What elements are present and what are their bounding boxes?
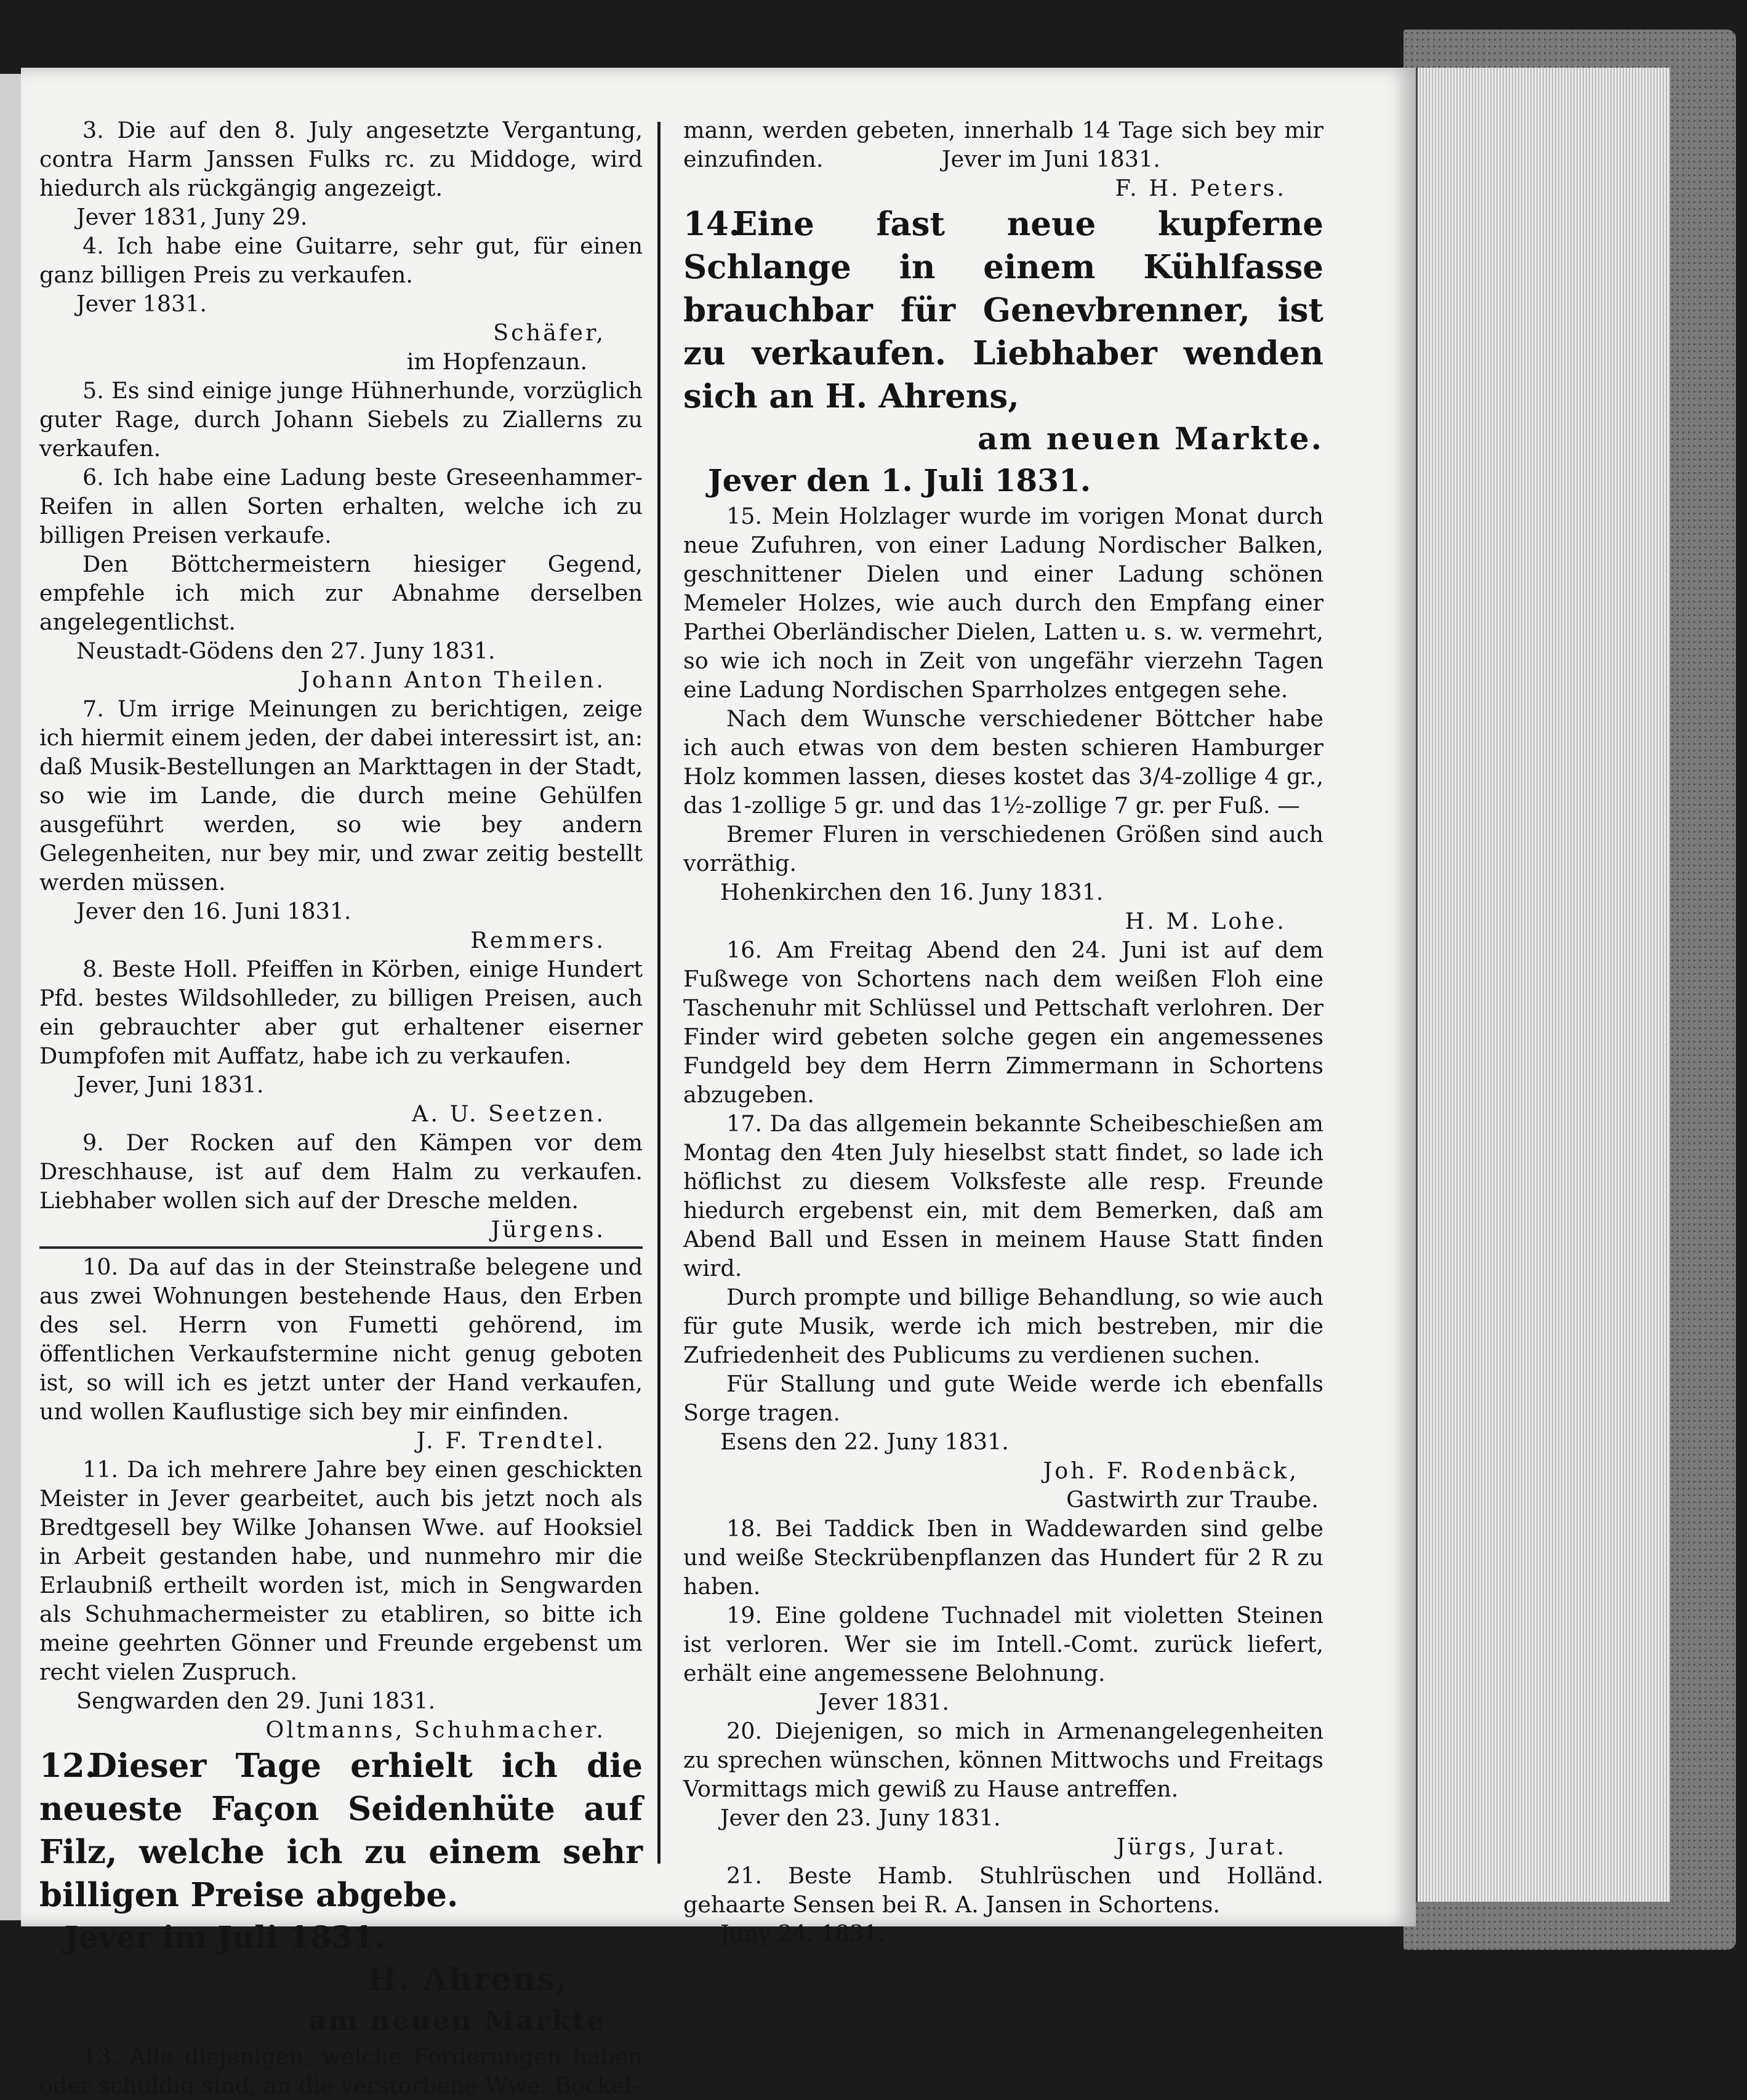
right-column — [683, 116, 1323, 1948]
ad-9-text: 9. Der Rocken auf den Kämpen vor dem Dreschhause, ist auf dem Halm zu verkaufen. Liebhaber wollen sich auf der Dresche melden. — [39, 1129, 643, 1214]
ad-9-signature: Jürgens. — [491, 1216, 606, 1243]
ad-12-signature: H. Ahrens, — [367, 1961, 569, 1997]
ad-6-text-2: Den Böttchermeistern hiesiger Gegend, empfehle ich mich zur Abnahme derselben angelegentlichst. — [39, 551, 643, 635]
ad-12-place: Jever im Juli 1831. — [64, 1919, 385, 1955]
ad-13-continued: mann, werden gebeten, innerhalb 14 Tage sich bey mir einzufinden. — [683, 117, 1323, 172]
ad-7-place: Jever den 16. Juni 1831. — [76, 898, 351, 924]
ad-20-signature: Jürgs, Jurat. — [1116, 1833, 1287, 1860]
ad-13-text: 13. Alle diejenigen, welche Forderungen haben oder schuldig sind, an die verstorbene Wwe. Bockel- — [39, 2043, 643, 2099]
ad-15-text-3: Bremer Fluren in verschiedenen Größen sind auch vorräthig. — [683, 821, 1323, 876]
ad-17-signature: Joh. F. Rodenbäck, — [1043, 1457, 1299, 1484]
ad-19-text: 19. Eine goldene Tuchnadel mit violetten Steinen ist verloren. Wer sie im Intell.-Comt. zurück liefert, erhält eine angemessene Belohnung. — [683, 1602, 1323, 1686]
ad-4-signature: Schäfer, — [493, 319, 606, 346]
ad-6-place: Neustadt-Gödens den 27. Juny 1831. — [76, 638, 496, 664]
ad-18-text: 18. Bei Taddick Iben in Waddewarden sind gelbe und weiße Steckrübenpflanzen das Hundert für 2 R zu haben. — [683, 1515, 1323, 1600]
ad-17-place: Esens den 22. Juny 1831. — [720, 1429, 1009, 1455]
ad-8-place: Jever, Juni 1831. — [76, 1072, 264, 1098]
ad-8-text: 8. Beste Holl. Pfeiffen in Körben, einige Hundert Pfd. bestes Wildsohlleder, zu billigen Preisen, auch ein gebrauchter aber gut erhaltener eiserner Dumpfofen mit Auffatz, habe ich zu verkaufen. — [39, 956, 643, 1069]
ad-21-place: Juny 24. 1831. — [720, 1920, 886, 1947]
ad-13-place: Jever im Juni 1831. — [942, 146, 1160, 172]
ad-6-text: 6. Ich habe eine Ladung beste Greseenhammer-Reifen in allen Sorten erhalten, welche ich zu billigen Preisen verkaufe. — [39, 464, 643, 548]
ad-3-text: 3. Die auf den 8. July angesetzte Vergantung, contra Harm Janssen Fulks rc. zu Middoge, wird hiedurch als rückgängig angezeigt. — [39, 117, 643, 201]
ad-12-text — [39, 1744, 643, 1917]
ad-15-text-2: Nach dem Wunsche verschiedener Böttcher habe ich auch etwas von dem besten schieren Hamburger Holz kommen lassen, dieses kostet das 3/4-zollige 4 gr., das 1-zollige 5 gr. und das 1½-zollige 7 gr. per Fuß. — — [683, 705, 1323, 819]
ad-13-signature: F. H. Peters. — [1115, 175, 1287, 201]
ad-12-signature-address: am neuen Markte — [309, 2005, 606, 2037]
ad-4-signature-address: im Hopfenzaun. — [406, 348, 587, 375]
column-rule — [657, 122, 661, 1864]
ad-17-signature-title: Gastwirth zur Traube. — [1066, 1486, 1319, 1513]
ad-14-body: Eine fast neue kupferne Schlange in einem Kühlfasse brauchbar für Genevbrenner, ist zu verkaufen. Liebhaber wenden sich an H. Ahrens, — [683, 205, 1323, 415]
ad-4-text: 4. Ich habe eine Guitarre, sehr gut, für einen ganz billigen Preis zu verkaufen. — [39, 233, 643, 288]
ad-17-text-2: Durch prompte und billige Behandlung, so wie auch für gute Musik, werde ich mich bestreben, mir die Zufriedenheit des Publicums zu verdienen suchen. — [683, 1284, 1323, 1368]
ad-19-place: Jever 1831. — [819, 1689, 949, 1715]
ad-7-signature: Remmers. — [470, 927, 606, 953]
ad-11-text: 11. Da ich mehrere Jahre bey einen geschickten Meister in Jever gearbeitet, auch bis jetzt noch als Bredtgesell bey Wilke Johansen Wwe. auf Hooksiel in Arbeit gestanden habe, und nunmehro mir die Erlaubniß ertheilt worden ist, mich in Sengwarden als Schuhmachermeister zu etabliren, so bitte ich meine geehrten Gönner und Freunde ergebenst um recht vielen Zuspruch. — [39, 1456, 643, 1685]
ad-10-text: 10. Da auf das in der Steinstraße belegene und aus zwei Wohnungen bestehende Haus, den Erben des sel. Herrn von Fumetti gehörend, im öffentlichen Verkaufstermine nicht genug geboten ist, so will ich es jetzt unter der Hand verkaufen, und wollen Kauflustige sich bey mir einfinden. — [39, 1254, 643, 1425]
ad-21-text: 21. Beste Hamb. Stuhlrüschen und Holländ. gehaarte Sensen bei R. A. Jansen in Schortens. — [683, 1862, 1323, 1918]
ad-15-signature: H. M. Lohe. — [1125, 908, 1287, 934]
ad-12-number: 12. — [39, 1747, 97, 1785]
ad-4-place: Jever 1831. — [76, 291, 207, 317]
ad-6-signature: Johann Anton Theilen. — [300, 667, 606, 693]
ad-15-place: Hohenkirchen den 16. Juny 1831. — [720, 879, 1104, 905]
ad-17-text-3: Für Stallung und gute Weide werde ich ebenfalls Sorge tragen. — [683, 1371, 1323, 1426]
ad-14-number: 14. — [683, 205, 741, 243]
ad-10-signature: J. F. Trendtel. — [416, 1427, 606, 1454]
ad-3-place: Jever 1831, Juny 29. — [76, 204, 308, 230]
ad-11-signature: Oltmanns, Schuhmacher. — [265, 1717, 606, 1743]
ad-5-text: 5. Es sind einige junge Hühnerhunde, vorzüglich guter Rage, durch Johann Siebels zu Ziallerns zu verkaufen. — [39, 377, 643, 462]
ad-17-text: 17. Da das allgemein bekannte Scheibeschießen am Montag den 4ten July hieselbst statt findet, so lade ich höflichst zu diesem Volksfeste alle resp. Freunde hiedurch ergebenst ein, mit dem Bemerken, daß am Abend Ball und Essen in meinem Hause Statt finden wird. — [683, 1110, 1323, 1281]
ad-15-text: 15. Mein Holzlager wurde im vorigen Monat durch neue Zufuhren, von einer Ladung Nordischer Balken, geschnittener Dielen und einer Ladung schönen Memeler Holzes, wie auch durch den Empfang einer Parthei Oberländischer Dielen, Latten u. s. w. vermehrt, so wie ich noch in Zeit von ungefähr vierzehn Tagen eine Ladung Nordischen Sparrholzes entgegen sehe. — [683, 503, 1323, 703]
ad-20-text: 20. Diejenigen, so mich in Armenangelegenheiten zu sprechen wünschen, können Mittwochs und Freitags Vormittags mich gewiß zu Hause antreffen. — [683, 1718, 1323, 1802]
newspaper-page — [21, 68, 1416, 2099]
ad-8-signature: A. U. Seetzen. — [412, 1100, 606, 1127]
ad-14-signature-address: am neuen Markte. — [978, 420, 1323, 457]
ad-20-place: Jever den 23. Juny 1831. — [720, 1805, 1001, 1831]
ad-11-place: Sengwarden den 29. Juni 1831. — [76, 1688, 436, 1714]
ad-7-text: 7. Um irrige Meinungen zu berichtigen, zeige ich hiermit einem jeden, der dabei interessirt ist, an: daß Musik-Bestellungen an Markttagen in der Stadt, so wie im Lande, die durch meine Gehülfen ausgeführt werden, so wie bey andern Gelegenheiten, nur bey mir, und zwar zeitig bestellt werden müssen. — [39, 695, 643, 896]
ad-16-text: 16. Am Freitag Abend den 24. Juni ist auf dem Fußwege von Schortens nach dem weißen Floh eine Taschenuhr mit Schlüssel und Pettschaft verlohren. Der Finder wird gebeten solche gegen ein angemessenes Fundgeld bey dem Herrn Zimmermann in Schortens abzugeben. — [683, 937, 1323, 1108]
ad-14-text — [683, 202, 1323, 418]
ad-12-body: Dieser Tage erhielt ich die neueste Façon Seidenhüte auf Filz, welche ich zu einem sehr billigen Preise abgebe. — [39, 1747, 643, 1914]
left-column — [39, 116, 643, 2100]
section-divider — [39, 1246, 643, 1249]
ad-14-place: Jever den 1. Juli 1831. — [708, 462, 1091, 499]
page-edges — [1416, 68, 1670, 1902]
